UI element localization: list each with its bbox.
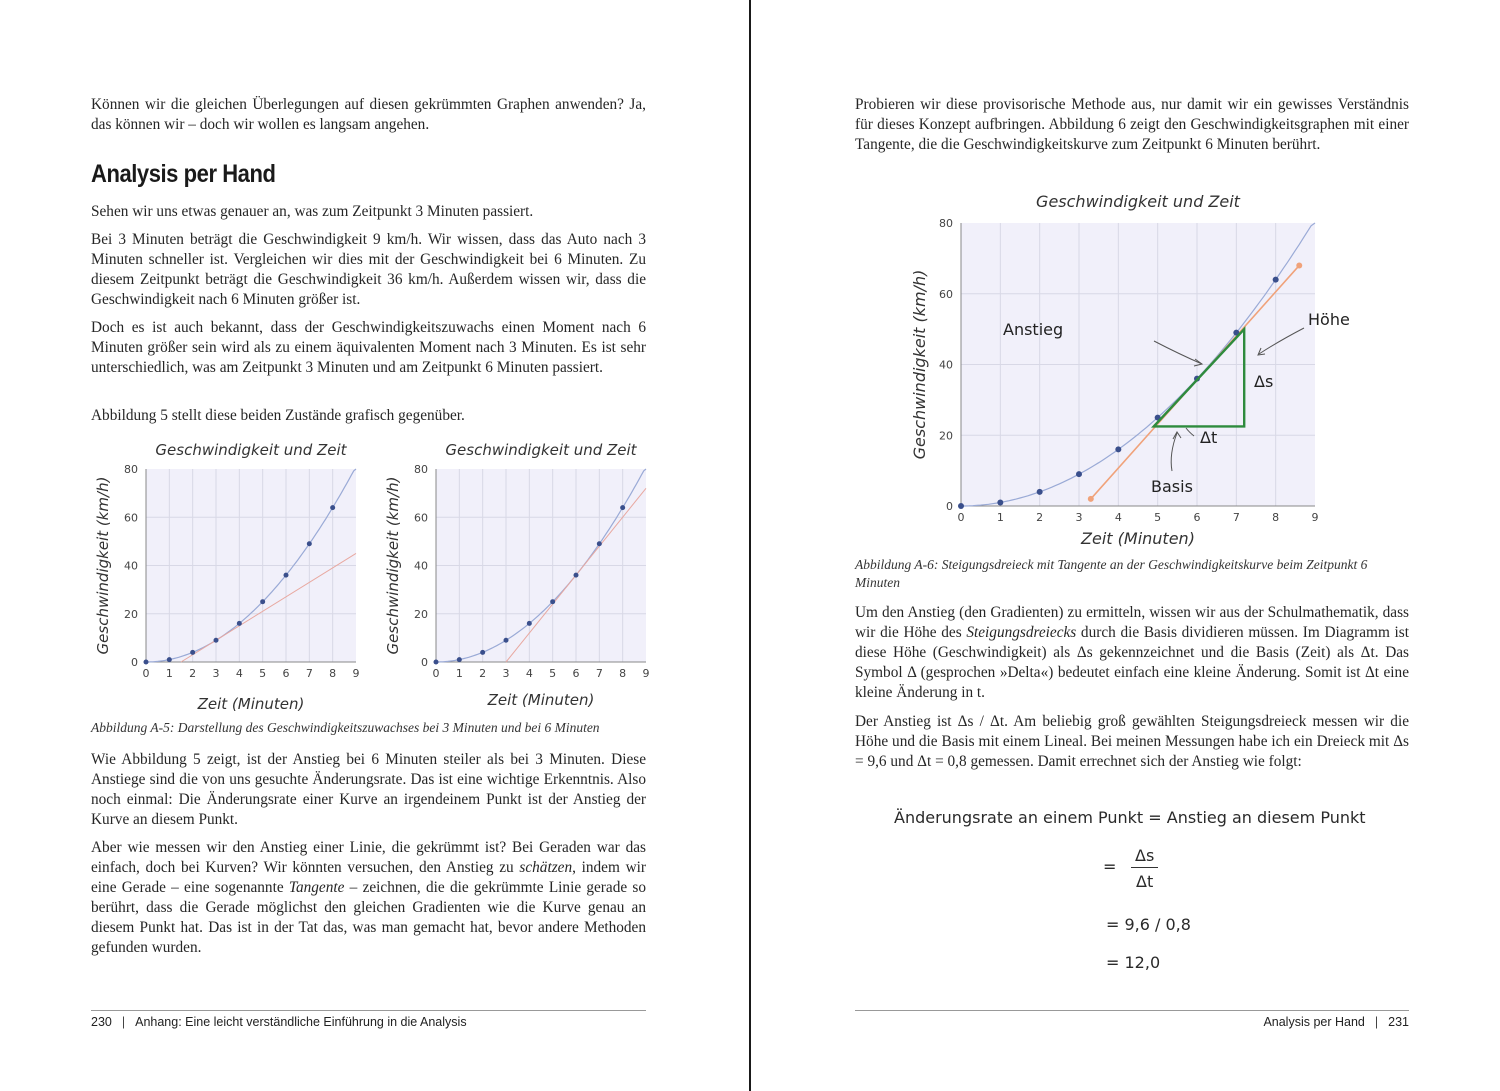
y-tick-label: 60 [939,287,953,301]
y-tick-label: 80 [414,463,428,476]
page-footer: 230 | Anhang: Eine leicht verständliche Einführung in die Analysis [91,1015,467,1029]
annotation-basis: Basis [1151,477,1193,496]
data-point [214,638,219,643]
running-title: Analysis per Hand [1263,1015,1365,1029]
y-tick-label: 20 [124,607,138,621]
data-point [330,505,335,510]
x-tick-label: 3 [502,667,510,680]
y-tick-label: 40 [939,358,953,372]
x-tick-label: 6 [1193,511,1201,524]
x-tick-label: 6 [572,667,580,680]
x-tick-label: 1 [996,511,1004,524]
annotation-delta-t: Δt [1200,428,1218,447]
x-tick-label: 4 [235,667,243,680]
data-point [1037,489,1043,495]
paragraph: Aber wie messen wir den Anstieg einer Linie, die gekrümmt ist? Bei Geraden war das einfach, doch bei Kurven? Wir könnten versuchen, den Anstieg zu schätzen, indem wir eine Gerade – eine sogenannte Tangente – zeichnen, die die gekrümmte Linie gerade so berührt, dass die Gerade möglichst den gleichen Gradienten wie die Kurve genau an diesem Punkt hat. Das ist in der Tat das, was man gemacht hat, bevor andere Methoden gefunden wurden. [91,839,646,956]
x-tick-label: 9 [642,667,650,680]
formula-equals: = [1103,857,1117,876]
data-point [434,660,439,665]
y-tick-label: 0 [131,656,138,669]
data-point [1115,446,1121,452]
annotation-delta-s: Δs [1254,372,1274,391]
y-tick-label: 0 [946,500,953,513]
x-tick-label: 7 [1232,511,1240,524]
x-axis-label: Zeit (Minuten) [1081,529,1195,548]
x-tick-label: 9 [352,667,360,680]
formula-division: = 9,6 / 0,8 [1106,915,1191,934]
figure-caption: Abbildung A-5: Darstellung des Geschwindigkeitszuwachses bei 3 Minuten und bei 6 Minuten [91,720,600,735]
footer-rule [91,1010,646,1011]
data-point [144,660,149,665]
chart-speed-6min [383,436,658,718]
x-tick-label: 4 [525,667,533,680]
data-point [1076,471,1082,477]
y-tick-label: 40 [124,559,138,573]
data-point [997,499,1003,505]
x-tick-label: 1 [455,667,463,680]
fraction-numerator: Δs [1131,846,1158,868]
data-point [237,621,242,626]
x-tick-label: 2 [1036,511,1044,524]
chart-title: Geschwindigkeit und Zeit [155,441,347,459]
data-point [550,599,555,604]
tangent-endpoint [1296,262,1302,268]
y-axis-label: Geschwindigkeit (km/h) [94,476,112,655]
data-point [190,650,195,655]
paragraph: Probieren wir diese provisorische Methode aus, nur damit wir ein gewisses Verständnis für dieses Konzept aufbringen. Abbildung 6 zeigt den Geschwindigkeitsgraphen mit einer Tangente, die die Geschwindigkeitskurve zum Zeitpunkt 6 Minuten berührt. [855,96,1409,153]
x-tick-label: 0 [957,511,965,524]
y-tick-label: 40 [414,559,428,573]
x-tick-label: 2 [479,667,487,680]
paragraph: Wie Abbildung 5 zeigt, ist der Anstieg bei 6 Minuten steiler als bei 3 Minuten. Diese Anstiege sind die von uns gesuchte Änderungsrate. Das ist eine wichtige Erkenntnis. Also noch einmal: Die Änderungsrate einer Kurve an irgendeinem Punkt ist der Anstieg der Kurve an diesem Punkt. [91,751,646,828]
x-tick-label: 5 [1154,511,1162,524]
formula-rate-equation: Änderungsrate an einem Punkt = Anstieg an diesem Punkt [894,808,1366,827]
chart-title: Geschwindigkeit und Zeit [1036,192,1240,211]
formula-fraction [1131,846,1158,891]
x-axis-label: Zeit (Minuten) [487,691,595,709]
x-tick-label: 0 [432,667,440,680]
annotation-hoehe: Höhe [1308,310,1350,329]
y-axis-label: Geschwindigkeit (km/h) [384,476,402,655]
running-title: Anhang: Eine leicht verständliche Einführung in die Analysis [135,1015,467,1029]
paragraph: Abbildung 5 stellt diese beiden Zustände grafisch gegenüber. [91,407,465,424]
x-tick-label: 7 [595,667,603,680]
x-tick-label: 6 [282,667,290,680]
x-tick-label: 4 [1114,511,1122,524]
data-point [620,505,625,510]
y-tick-label: 80 [124,463,138,476]
data-point [574,573,579,578]
chart-speed-3min [90,436,375,718]
figure-caption: Abbildung A-6: Steigungsdreieck mit Tangente an der Geschwindigkeitskurve beim Zeitpunkt 6 Minuten [855,557,1368,590]
tangent-endpoint [1088,496,1094,502]
formula-result: = 12,0 [1106,953,1161,972]
data-point [597,541,602,546]
x-tick-label: 3 [1075,511,1083,524]
data-point [480,650,485,655]
data-point [504,638,509,643]
section-heading: Analysis per Hand [91,160,276,188]
x-tick-label: 2 [189,667,197,680]
y-axis-label: Geschwindigkeit (km/h) [910,269,929,460]
y-tick-label: 20 [939,429,953,443]
y-tick-label: 60 [124,511,138,525]
page-footer: Analysis per Hand | 231 [1263,1015,1409,1029]
x-tick-label: 3 [212,667,220,680]
data-point [457,657,462,662]
x-tick-label: 8 [329,667,337,680]
y-tick-label: 80 [939,217,953,230]
x-tick-label: 8 [1272,511,1280,524]
y-tick-label: 0 [421,656,428,669]
paragraph: Bei 3 Minuten beträgt die Geschwindigkeit 9 km/h. Wir wissen, dass das Auto nach 3 Minuten schneller ist. Vergleichen wir dies mit der Geschwindigkeit bei 6 Minuten. Zu diesem Zeitpunkt beträgt die Geschwindigkeit 36 km/h. Außerdem wissen wir, dass die Geschwindigkeit nach 6 Minuten größer ist. [91,231,646,308]
x-tick-label: 1 [165,667,173,680]
annotation-anstieg: Anstieg [1003,320,1064,339]
data-point [260,599,265,604]
paragraph: Um den Anstieg (den Gradienten) zu ermitteln, wissen wir aus der Schulmathematik, dass wir die Höhe des Steigungsdreiecks durch die Basis dividieren müssen. Im Diagramm ist diese Höhe (Geschwindigkeit) als Δs gekennzeichnet und die Basis (Zeit) als Δt. Das Symbol Δ (gesprochen »Delta«) bedeutet einfach eine kleine Änderung. Somit ist Δt eine kleine Änderung in t. [855,604,1409,701]
fraction-denominator: Δt [1136,872,1154,891]
data-point [284,573,289,578]
x-tick-label: 7 [305,667,313,680]
intro-paragraph: Können wir die gleichen Überlegungen auf diesen gekrümmten Graphen anwenden? Ja, das können wir – doch wir wollen es langsam angehen. [91,96,646,133]
x-tick-label: 8 [619,667,627,680]
page-number: 230 [91,1015,112,1029]
x-axis-label: Zeit (Minuten) [197,695,305,713]
paragraph: Der Anstieg ist Δs / Δt. Am beliebig groß gewählten Steigungsdreieck messen wir die Höhe und die Basis mit einem Lineal. Bei meinen Messungen habe ich ein Dreieck mit Δs = 9,6 und Δt = 0,8 gemessen. Damit errechnet sich der Anstieg wie folgt: [855,713,1409,770]
data-point [1273,277,1279,283]
data-point [527,621,532,626]
x-tick-label: 0 [142,667,150,680]
data-point [167,657,172,662]
x-tick-label: 5 [259,667,267,680]
y-tick-label: 20 [414,607,428,621]
paragraph: Doch es ist auch bekannt, dass der Geschwindigkeitszuwachs einen Moment nach 6 Minuten größer sein wird als zu einem äquivalenten Moment nach 3 Minuten. Es ist sehr unterschiedlich, was am Zeitpunkt 3 Minuten und am Zeitpunkt 6 Minuten passiert. [91,319,646,376]
data-point [958,503,964,509]
right-page [751,0,1500,1091]
page-number: 231 [1388,1015,1409,1029]
footer-rule [855,1010,1409,1011]
data-point [307,541,312,546]
y-tick-label: 60 [414,511,428,525]
paragraph: Sehen wir uns etwas genauer an, was zum Zeitpunkt 3 Minuten passiert. [91,203,534,220]
x-tick-label: 5 [549,667,557,680]
chart-slope-triangle [907,186,1350,556]
chart-title: Geschwindigkeit und Zeit [445,441,637,459]
x-tick-label: 9 [1311,511,1319,524]
